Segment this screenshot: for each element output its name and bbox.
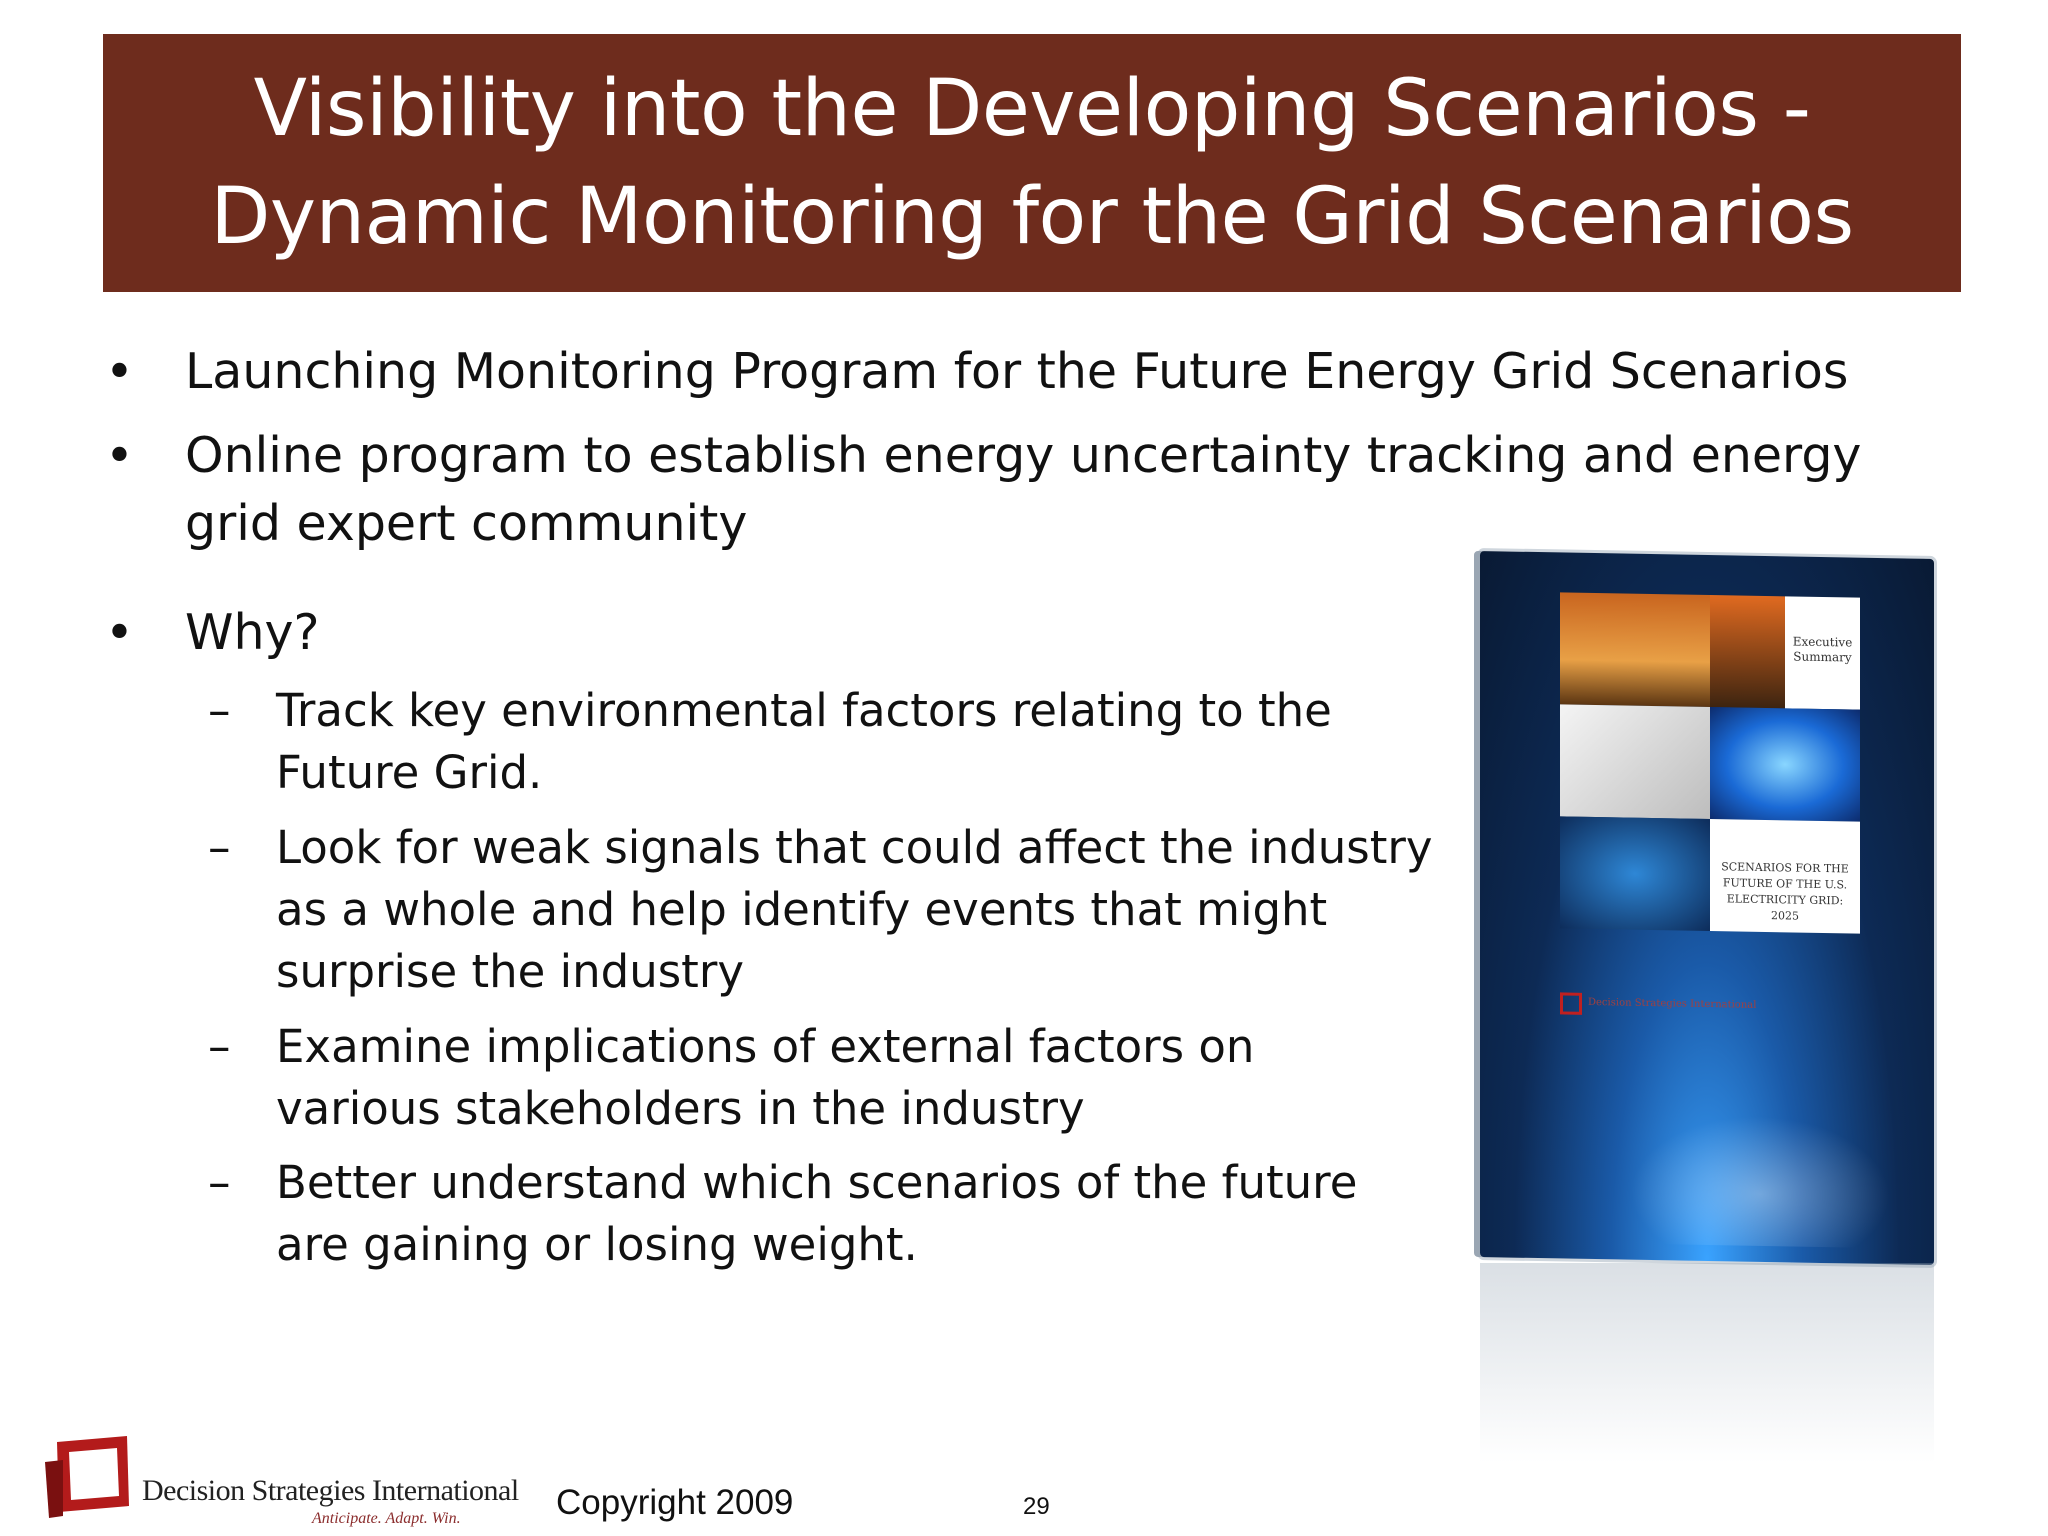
company-name: Decision Strategies International [142, 1474, 519, 1507]
slide-title-bar [103, 34, 1961, 292]
substation-photo [1560, 592, 1710, 707]
sub-bullet-text: Track key environmental factors relating to the Future Grid. [276, 684, 1332, 799]
report-cover-image [1480, 551, 1934, 1265]
company-tagline: Anticipate. Adapt. Win. [312, 1510, 461, 1527]
sub-bullet-marker: – [208, 684, 231, 737]
report-cover-logo-icon [1560, 992, 1582, 1014]
bullet-text: Online program to establish energy uncertainty tracking and energy grid expert community [185, 427, 1862, 552]
earth-at-night-graphic [1630, 1114, 1890, 1249]
bullet-text: Launching Monitoring Program for the Future Energy Grid Scenarios [185, 343, 1849, 400]
report-cover-publisher: Decision Strategies International [1588, 996, 1757, 1011]
report-cover-reflection [1480, 1263, 1934, 1463]
sub-bullet-text: Look for weak signals that could affect the industry as a whole and help identify events that might surprise the industry [276, 821, 1433, 998]
sub-bullet-marker: – [208, 1020, 231, 1073]
sub-bullet-text: Examine implications of external factors on various stakeholders in the industry [276, 1020, 1255, 1135]
light-bulb-photo [1560, 704, 1710, 819]
power-plant-photo [1710, 595, 1785, 708]
bullet-marker: • [105, 343, 134, 400]
circuit-chip-photo [1710, 707, 1860, 822]
report-cover-label-top: Executive Summary [1785, 596, 1860, 709]
slide-title-line-2: Dynamic Monitoring for the Grid Scenarios [210, 172, 1854, 262]
report-cover-title: SCENARIOS FOR THE FUTURE OF THE U.S. ELECTRICITY GRID: 2025 [1710, 819, 1860, 934]
sub-bullet-marker: – [208, 821, 231, 874]
bullet-item [105, 422, 1905, 558]
sub-bullet-marker: – [208, 1156, 231, 1209]
sub-bullet-text: Better understand which scenarios of the future are gaining or losing weight. [276, 1156, 1358, 1271]
copyright-text: Copyright 2009 [556, 1483, 794, 1522]
network-globe-photo [1560, 816, 1710, 931]
bullet-item [105, 338, 1905, 406]
bullet-marker: • [105, 427, 134, 484]
page-number: 29 [1023, 1493, 1050, 1520]
bullet-marker: • [105, 604, 134, 661]
bullet-text: Why? [185, 604, 320, 661]
company-logo-icon [45, 1432, 131, 1518]
slide-title-line-1: Visibility into the Developing Scenarios - [253, 64, 1811, 154]
